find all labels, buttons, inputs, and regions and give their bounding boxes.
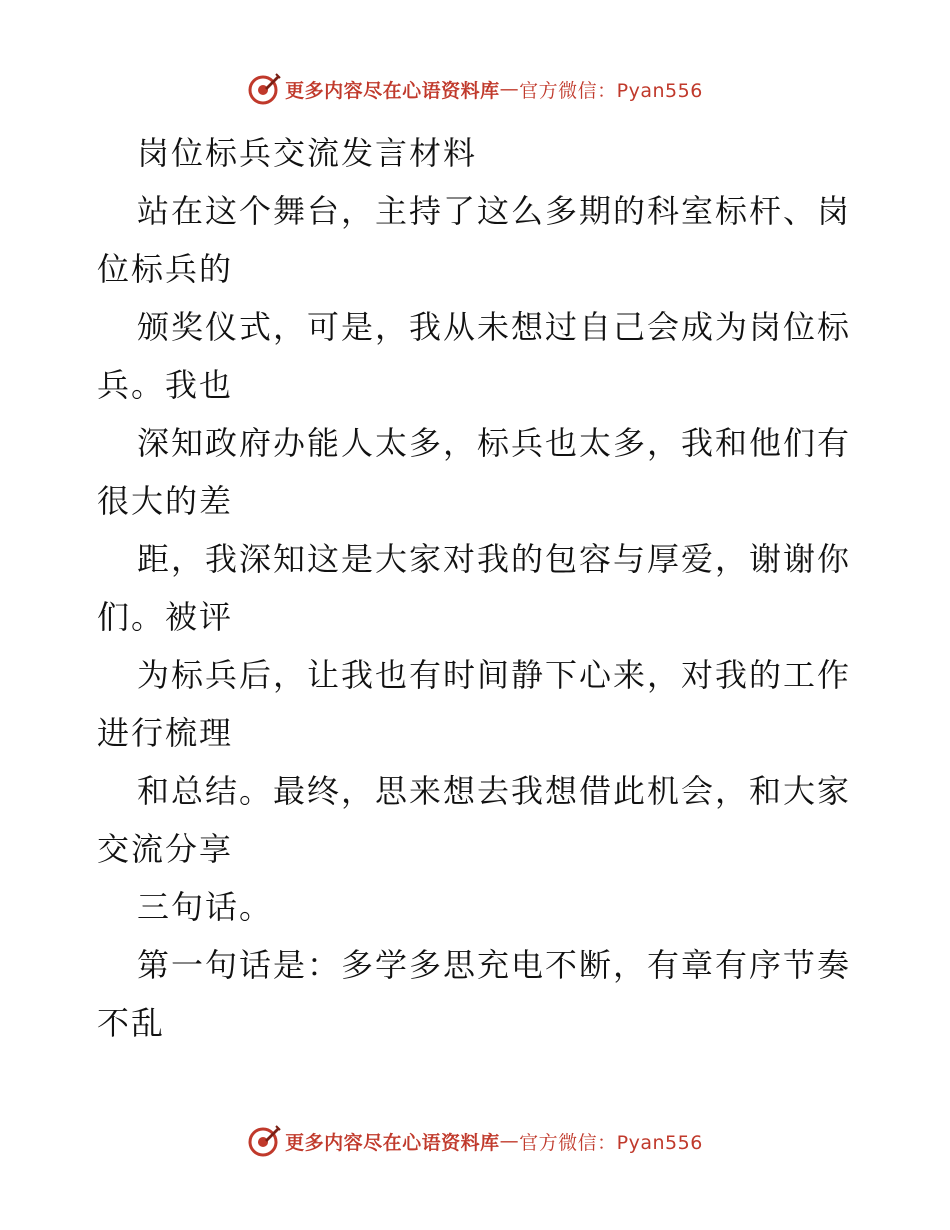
text-line: 很大的差	[97, 482, 234, 520]
watermark-contact: 官方微信：Pyan556	[519, 1131, 703, 1154]
text-line: 交流分享	[97, 830, 234, 868]
text-line: 深知政府办能人太多，标兵也太多，我和他们有	[137, 424, 852, 462]
text-line: 们。被评	[97, 598, 234, 636]
footer-watermark	[0, 1124, 950, 1158]
pen-logo-icon	[247, 72, 281, 106]
text-line: 为标兵后，让我也有时间静下心来，对我的工作	[137, 656, 852, 694]
text-line: 位标兵的	[97, 250, 234, 288]
text-line: 兵。我也	[97, 366, 234, 404]
text-line: 第一句话是：多学多思充电不断，有章有序节奏	[137, 946, 852, 984]
watermark-contact: 官方微信：Pyan556	[519, 79, 703, 102]
pen-logo-icon	[247, 1124, 281, 1158]
watermark-brand: 更多内容尽在心语资料库	[285, 79, 500, 102]
text-line: 距，我深知这是大家对我的包容与厚爱，谢谢你	[137, 540, 852, 578]
text-line: 不乱	[97, 1004, 166, 1042]
text-line: 三句话。	[137, 888, 274, 926]
text-line: 站在这个舞台，主持了这么多期的科室标杆、岗	[137, 192, 852, 230]
text-line: 和总结。最终，思来想去我想借此机会，和大家	[137, 772, 852, 810]
watermark-separator: —	[499, 1130, 520, 1152]
header-watermark	[0, 72, 950, 106]
document-title: 岗位标兵交流发言材料	[137, 134, 478, 172]
watermark-brand: 更多内容尽在心语资料库	[285, 1131, 500, 1154]
document-body	[97, 124, 857, 1052]
watermark-separator: —	[499, 78, 520, 100]
text-line: 颁奖仪式，可是，我从未想过自己会成为岗位标	[137, 308, 852, 346]
text-line: 进行梳理	[97, 714, 234, 752]
